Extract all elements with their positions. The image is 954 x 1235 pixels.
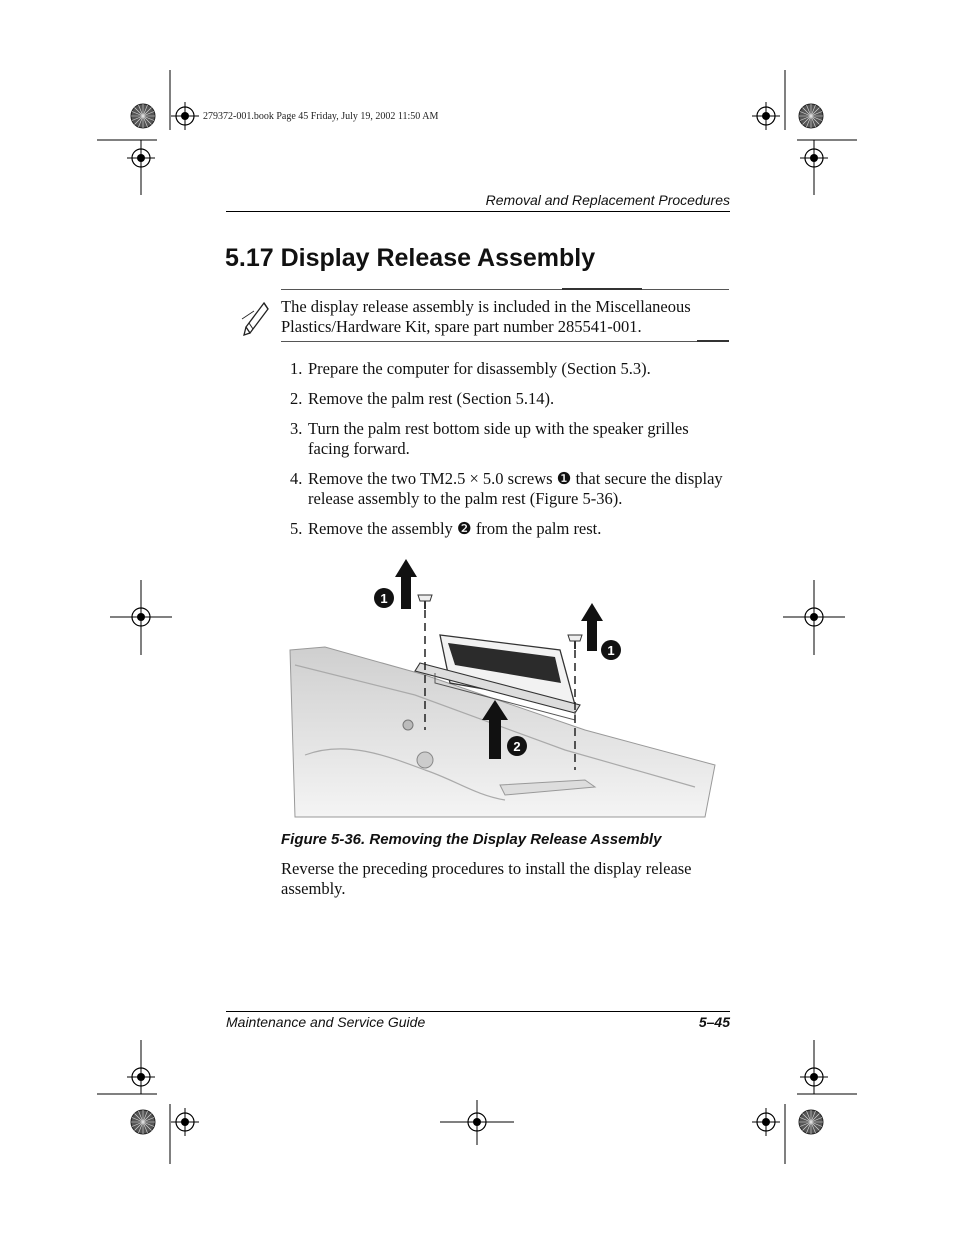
note-top-rule (281, 289, 729, 290)
closing-paragraph: Reverse the preceding procedures to install the display release assembly. (281, 859, 692, 898)
print-slug: 279372-001.book Page 45 Friday, July 19, 2002 11:50 AM (203, 111, 439, 122)
screw-icon (418, 595, 432, 609)
header-rule (226, 211, 730, 212)
up-arrow-icon (395, 559, 417, 609)
note-bottom-rule (281, 341, 729, 342)
step-text: Remove the two TM2.5 × 5.0 screws ❶ that secure the display release assembly to the palm rest (Figure 5-36). (308, 469, 723, 508)
screw-icon (568, 635, 582, 649)
footer-rule (226, 1011, 730, 1012)
star-target-icon (131, 104, 155, 128)
up-arrow-icon (581, 603, 603, 651)
page-number: 5–45 (698, 1014, 730, 1030)
step-text: Remove the palm rest (Section 5.14). (308, 389, 555, 408)
figure-illustration (285, 555, 725, 825)
step-number: 1. (290, 359, 303, 378)
svg-text:1: 1 (607, 643, 615, 658)
step-text: Remove the assembly ❷ from the palm rest. (308, 519, 602, 538)
step-number: 2. (290, 389, 303, 408)
step-text: Turn the palm rest bottom side up with the speaker grilles facing forward. (308, 419, 689, 458)
footer-guide-title: Maintenance and Service Guide (226, 1014, 426, 1030)
step-item (280, 469, 732, 509)
callout-1-badge (601, 640, 621, 660)
step-number: 4. (290, 469, 303, 488)
registration-target-icon (171, 102, 199, 130)
section-title: 5.17 Display Release Assembly (225, 244, 596, 272)
procedure-steps (280, 359, 732, 549)
step-item (280, 519, 732, 539)
svg-text:2: 2 (513, 739, 521, 754)
running-header: Removal and Replacement Procedures (485, 192, 730, 208)
note-top-rule-accent (562, 288, 642, 290)
callout-2-badge (507, 736, 527, 756)
callout-1-badge (374, 588, 394, 608)
step-number: 3. (290, 419, 303, 438)
step-text: Prepare the computer for disassembly (Section 5.3). (308, 359, 651, 378)
step-number: 5. (290, 519, 303, 538)
svg-text:1: 1 (380, 591, 388, 606)
step-item (280, 389, 732, 409)
pencil-note-icon (240, 297, 276, 337)
star-target-icon (799, 104, 823, 128)
step-item (280, 419, 732, 459)
figure-caption: Figure 5-36. Removing the Display Release Assembly (281, 831, 662, 848)
note-text: The display release assembly is included in the Miscellaneous Plastics/Hardware Kit, spare part number 285541-001. (281, 297, 691, 336)
note-bottom-rule-accent (697, 340, 729, 342)
step-item (280, 359, 732, 379)
